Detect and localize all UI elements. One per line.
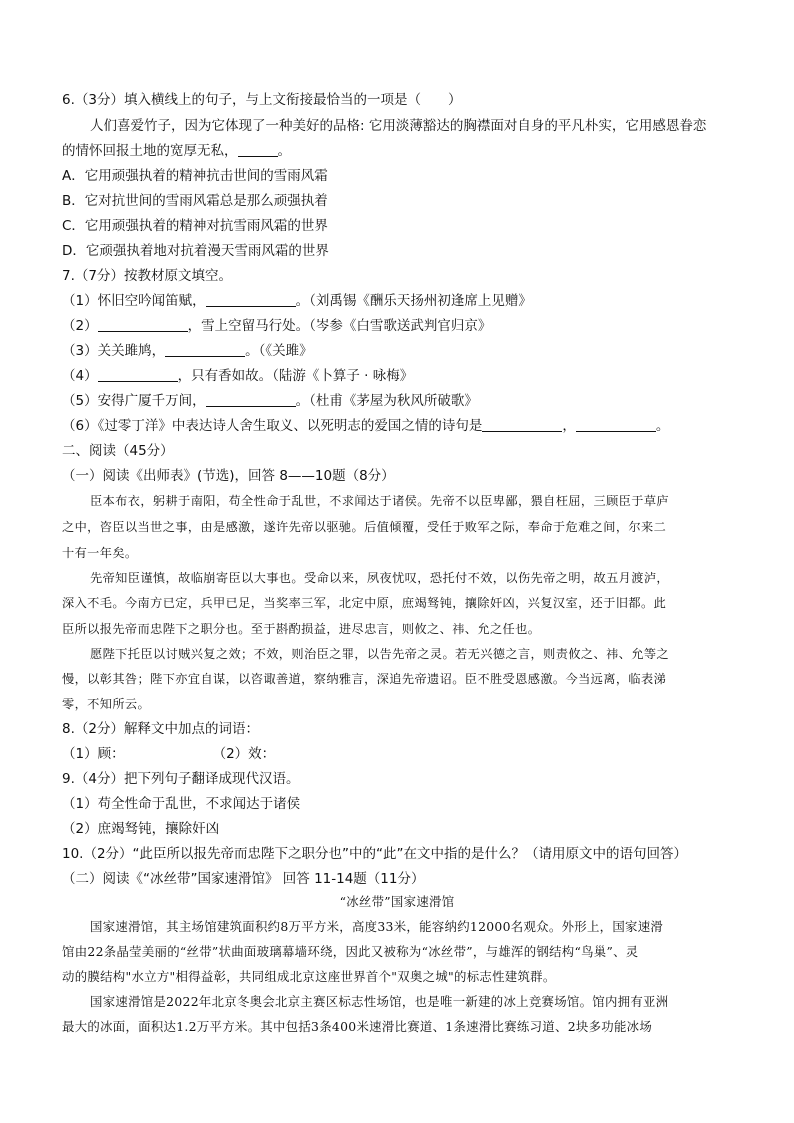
q7-item-6-blank-1[interactable] xyxy=(482,417,562,432)
article-p1-line-3: 动的膜结构"水立方"相得益彰，共同组成北京这座世界首个"双奥之城"的标志性建筑群。 xyxy=(62,969,556,984)
classical-p2-line-3: 臣所以报先帝而忠陛下之职分也。至于斟酌损益，进尽忠言，则攸之、祎、允之任也。 xyxy=(62,622,541,636)
q7-item-6-blank-2[interactable] xyxy=(576,417,656,432)
q7-item-6 xyxy=(62,417,669,435)
q7-item-3 xyxy=(62,342,313,360)
classical-p2-line-1: 先帝知臣谨慎，故临崩寄臣以大事也。受命以来，夙夜忧叹，恐托付不效，以伤先帝之明，故五月渡泸， xyxy=(90,571,670,585)
q6-option-a: A．它用顽强执着的精神抗击世间的雪雨风霜 xyxy=(62,168,328,184)
q7-item-5-blank[interactable] xyxy=(206,392,296,407)
article-p2-line-1: 国家速滑馆是2022年北京冬奥会北京主赛区标志性场馆，也是唯一新建的冰上竞赛场馆。馆内拥有亚洲 xyxy=(90,994,669,1009)
reading-2-heading: （二）阅读《“冰丝带”国家速滑馆》 回答 11-14题（11分） xyxy=(62,871,425,887)
classical-p3-line-3: 零，不知所云。 xyxy=(62,697,151,711)
q6-passage-text: 的情怀回报土地的宽厚无私， xyxy=(62,143,238,159)
q7-item-2-number: （2） xyxy=(62,318,98,334)
q9-sentence-2: （2）庶竭驽钝，攘除奸凶 xyxy=(62,821,220,837)
q7-item-6-end: 。 xyxy=(655,418,670,434)
reading-1-heading: （一）阅读《出师表》(节选)，回答 8——10题（8分） xyxy=(62,468,395,484)
q7-item-1-text: （1）怀旧空吟闻笛赋， xyxy=(62,293,206,309)
q6-option-b: B．它对抗世间的雪雨风霜总是那么顽强执着 xyxy=(62,193,328,209)
classical-p3-line-1: 愿陛下托臣以讨贼兴复之效；不效，则治臣之罪，以告先帝之灵。若无兴德之言，则责攸之、祎、允等之 xyxy=(90,647,670,661)
q7-item-4-blank[interactable] xyxy=(98,367,178,382)
q8-item-1: （1）顾： xyxy=(62,746,125,762)
article-title: “冰丝带”国家速滑馆 xyxy=(339,894,455,909)
article-p2-line-2: 最大的冰面，面积达1.2万平方米。其中包括3条400米速滑比赛道、1条速滑比赛练习道、2块多功能冰场 xyxy=(62,1019,653,1034)
q7-item-1 xyxy=(62,292,532,310)
q6-option-c: C．它用顽强执着的精神对抗雪雨风霜的世界 xyxy=(62,218,328,234)
q7-item-2-text: ，雪上空留马行处。（岑参《白雪歌送武判官归京》 xyxy=(187,318,492,334)
classical-p3-line-2: 慢，以彰其咎；陛下亦宜自谋，以咨诹善道，察纳雅言，深追先帝遗诏。臣不胜受恩感激。今当远离，临表涕 xyxy=(62,672,667,686)
q7-item-5-source: 。（杜甫《茅屋为秋风所破歌》 xyxy=(295,393,478,409)
q7-item-3-text: （3）关关雎鸠， xyxy=(62,343,166,359)
article-p1-line-1: 国家速滑馆，其主场馆建筑面积约8万平方米，高度33米，能容纳约12000名观众。外形上，国家速滑 xyxy=(90,919,664,934)
q7-item-1-blank[interactable] xyxy=(206,292,296,307)
q7-item-5 xyxy=(62,392,478,410)
article-p1-line-2: 馆由22条晶莹美丽的“丝带”状曲面玻璃幕墙环绕，因此又被称为“冰丝带”，与雄浑的钢结构“鸟巢”、灵 xyxy=(62,944,639,959)
q6-passage-end: 。 xyxy=(277,143,291,159)
q6-passage-line-1: 人们喜爱竹子，因为它体现了一种美好的品格: 它用淡薄豁达的胸襟面对自身的平凡朴实，它用感恩眷恋 xyxy=(90,118,707,134)
q7-item-4-text: ，只有香如故。（陆游《卜算子 · 咏梅》 xyxy=(177,368,414,384)
q7-item-1-source: 。（刘禹锡《酬乐天扬州初逢席上见赠》 xyxy=(295,293,532,309)
q6-answer-blank[interactable] xyxy=(238,142,278,157)
classical-p1-line-3: 十有一年矣。 xyxy=(62,546,138,560)
classical-p1-line-2: 之中，咨臣以当世之事，由是感激，遂许先帝以驱驰。后值倾覆，受任于败军之际，奉命于危难之间，尔来二 xyxy=(62,520,667,534)
q9-sentence-1: （1）苟全性命于乱世，不求闻达于诸侯 xyxy=(62,796,301,812)
q7-item-4-number: （4） xyxy=(62,368,98,384)
q8-stem: 8.（2分）解释文中加点的词语： xyxy=(62,721,259,737)
section-2-heading: 二、阅读（45分） xyxy=(62,443,174,459)
q7-item-6-comma: ， xyxy=(562,418,576,434)
q8-items xyxy=(62,745,275,763)
classical-p1-line-1: 臣本布衣，躬耕于南阳，苟全性命于乱世，不求闻达于诸侯。先帝不以臣卑鄙，猥自枉屈，三顾臣于草庐 xyxy=(90,494,670,508)
q8-item-2: （2）效： xyxy=(212,746,276,762)
q10-stem: 10.（2分）“此臣所以报先帝而忠陛下之职分也”中的“此”在文中指的是什么？（请用原文中的语句回答） xyxy=(62,846,688,862)
q7-item-6-text: （6）《过零丁洋》中表达诗人舍生取义、以死明志的爱国之情的诗句是 xyxy=(62,418,483,434)
q7-stem: 7.（7分）按教材原文填空。 xyxy=(62,268,232,284)
q7-item-4 xyxy=(62,367,413,385)
q7-item-2-blank[interactable] xyxy=(98,317,188,332)
q7-item-2 xyxy=(62,317,491,335)
q6-option-d: D．它顽强执着地对抗着漫天雪雨风霜的世界 xyxy=(62,243,329,259)
classical-p2-line-2: 深入不毛。今南方已定，兵甲已足，当奖率三军，北定中原，庶竭驽钝，攘除奸凶，兴复汉室，还于旧都。此 xyxy=(62,596,667,610)
q6-stem: 6.（3分）填入横线上的句子，与上文衔接最恰当的一项是（ ） xyxy=(62,92,462,108)
q7-item-5-text: （5）安得广厦千万间， xyxy=(62,393,206,409)
q7-item-3-blank[interactable] xyxy=(165,342,245,357)
q7-item-3-source: 。（《关雎》 xyxy=(245,343,313,359)
q6-passage-line-2 xyxy=(62,142,291,160)
q9-stem: 9.（4分）把下列句子翻译成现代汉语。 xyxy=(62,771,300,787)
